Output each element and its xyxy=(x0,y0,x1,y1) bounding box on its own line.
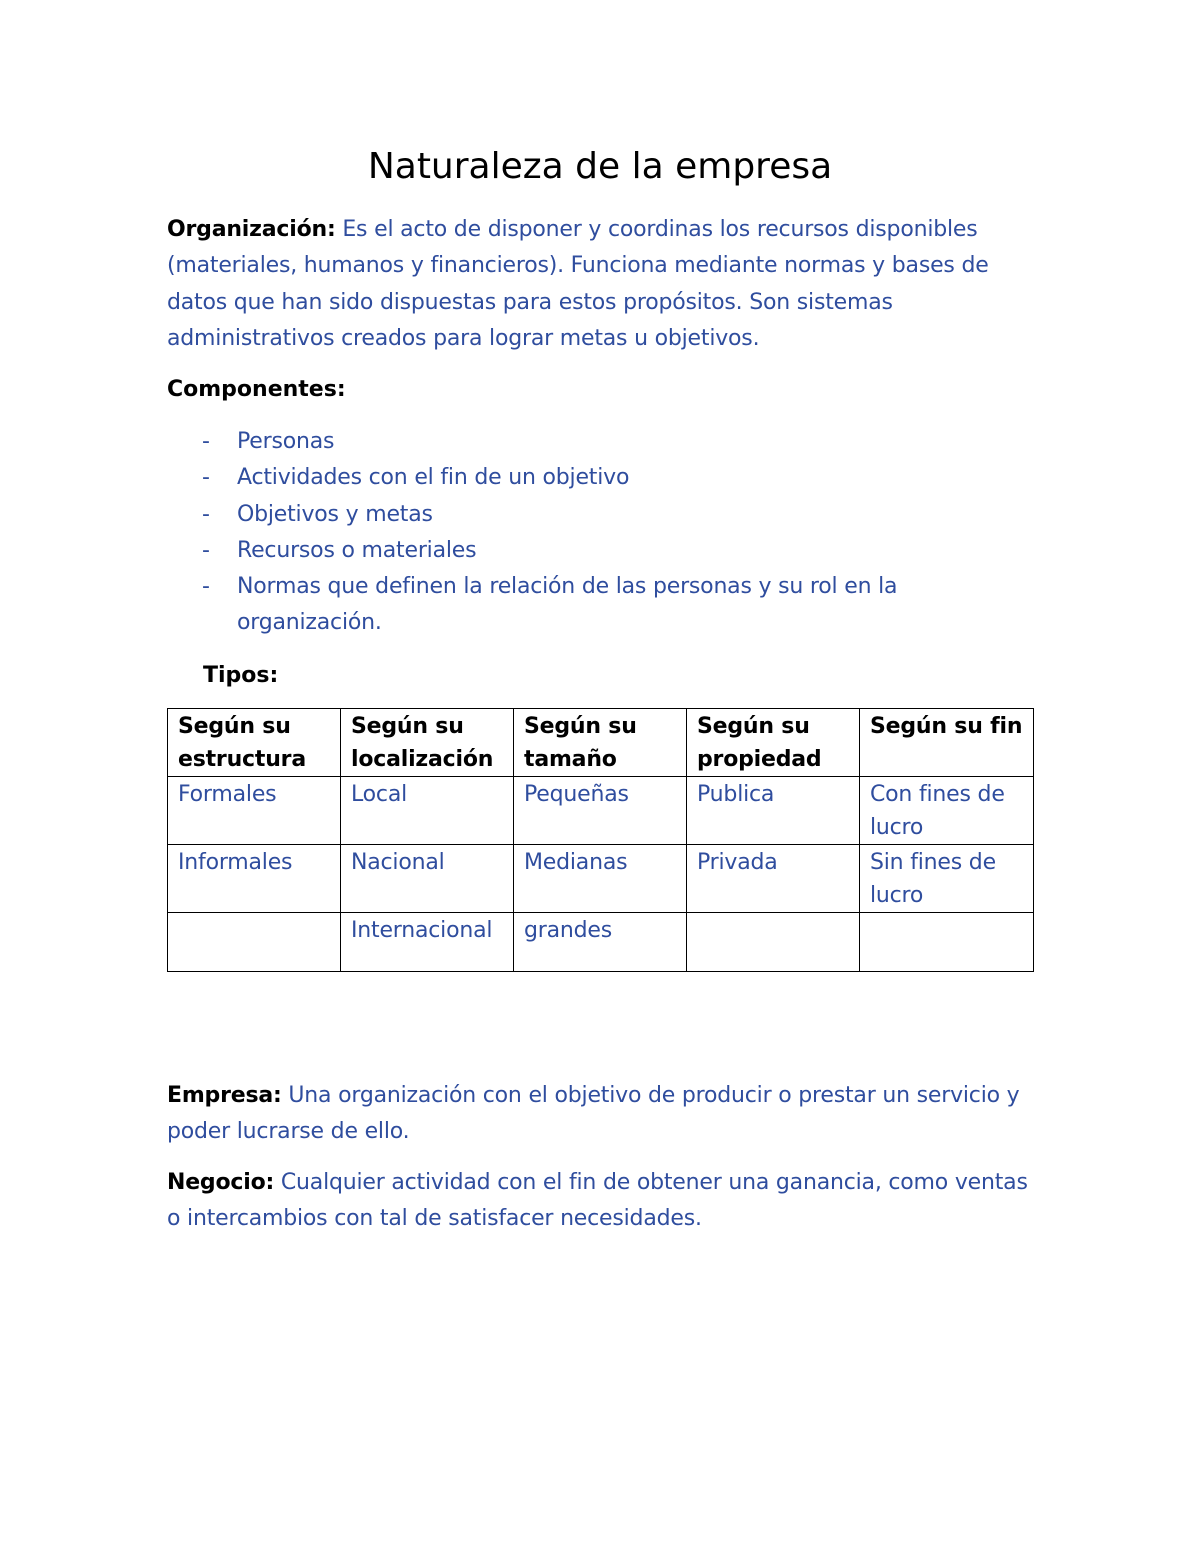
list-item-text: Recursos o materiales xyxy=(237,537,477,563)
empresa-label: Empresa: xyxy=(167,1083,282,1108)
list-item-text: Objetivos y metas xyxy=(237,501,433,527)
negocio-label: Negocio: xyxy=(167,1170,275,1195)
column-header: Según su tamaño xyxy=(514,709,687,777)
table-cell: Pequeñas xyxy=(514,777,687,845)
tipos-table xyxy=(167,708,1034,972)
table-cell: Nacional xyxy=(341,845,514,913)
componentes-heading: Componentes: xyxy=(167,377,346,402)
table-row xyxy=(168,913,1034,972)
empresa-text: Una organización con el objetivo de producir o prestar un servicio y poder lucrarse de ello. xyxy=(167,1083,1020,1145)
document-title: Naturaleza de la empresa xyxy=(367,146,833,187)
table-cell: Publica xyxy=(687,777,860,845)
table-cell: Medianas xyxy=(514,845,687,913)
table-row xyxy=(168,845,1034,913)
table-cell: Internacional xyxy=(341,913,514,972)
table-cell: Privada xyxy=(687,845,860,913)
negocio-text: Cualquier actividad con el fin de obtener una ganancia, como ventas o intercambios con tal de satisfacer necesidades. xyxy=(167,1170,1028,1232)
table-row xyxy=(168,777,1034,845)
organizacion-text: Es el acto de disponer y coordinas los recursos disponibles (materiales, humanos y financieros). Funciona mediante normas y bases de datos que han sido dispuestas para estos propósitos. Son sistemas administrativos creados para lograr metas u objetivos. xyxy=(167,217,989,351)
list-item xyxy=(167,497,1033,533)
organizacion-label: Organización: xyxy=(167,217,336,242)
empresa-paragraph xyxy=(167,1078,1033,1151)
list-item-text: Actividades con el fin de un objetivo xyxy=(237,465,630,491)
table-cell xyxy=(687,913,860,972)
list-item xyxy=(167,569,1033,642)
table-cell: Formales xyxy=(168,777,341,845)
table-cell: Con fines de lucro xyxy=(860,777,1034,845)
table-cell: Informales xyxy=(168,845,341,913)
bullet-dash: - xyxy=(202,574,210,600)
bullet-dash: - xyxy=(202,429,210,454)
list-item xyxy=(167,424,1033,460)
column-header: Según su estructura xyxy=(168,709,341,777)
list-item-text: Personas xyxy=(237,429,335,454)
list-item xyxy=(167,533,1033,569)
column-header: Según su fin xyxy=(860,709,1034,777)
bullet-dash: - xyxy=(202,465,210,491)
list-item-text: Normas que definen la relación de las personas y su rol en la organización. xyxy=(237,574,898,636)
table-cell xyxy=(860,913,1034,972)
bullet-dash: - xyxy=(202,501,210,527)
organizacion-paragraph xyxy=(167,212,1033,357)
table-cell: Sin fines de lucro xyxy=(860,845,1034,913)
table-cell: Local xyxy=(341,777,514,845)
bullet-dash: - xyxy=(202,537,210,563)
componentes-list xyxy=(167,424,1033,642)
tipos-heading: Tipos: xyxy=(203,663,279,688)
column-header: Según su localización xyxy=(341,709,514,777)
column-header: Según su propiedad xyxy=(687,709,860,777)
list-item xyxy=(167,460,1033,496)
table-cell: grandes xyxy=(514,913,687,972)
table-cell xyxy=(168,913,341,972)
table-header-row xyxy=(168,709,1034,777)
negocio-paragraph xyxy=(167,1165,1033,1238)
